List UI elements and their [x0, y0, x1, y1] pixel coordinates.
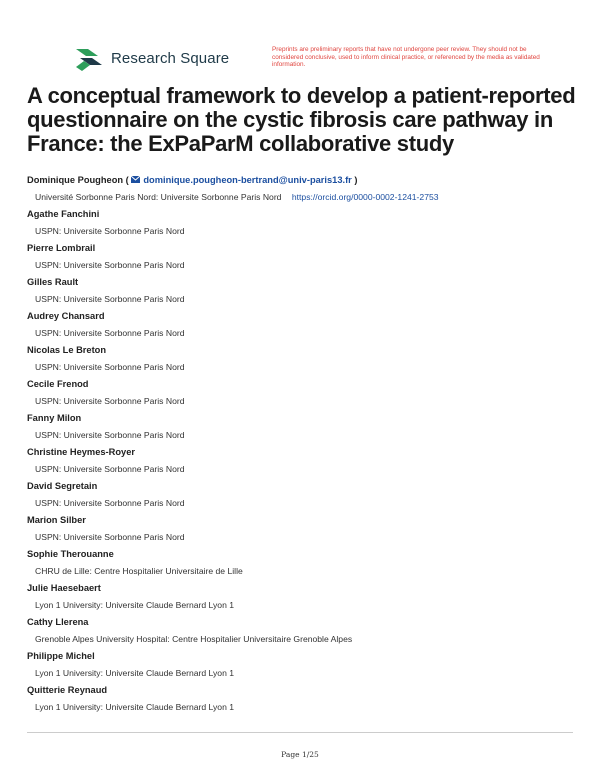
research-square-logo-icon — [74, 45, 104, 71]
logo-text: Research Square — [111, 49, 230, 67]
author-entry — [27, 410, 577, 444]
email-close-paren: ) — [351, 175, 358, 185]
author-entry — [27, 342, 577, 376]
paper-title: A conceptual framework to develop a patient-reported questionnaire on the cystic fibrosis care pathway in France: the ExPaParM collaborative study — [27, 83, 576, 156]
author-name: Agathe Fanchini — [27, 209, 100, 219]
author-entry — [27, 376, 577, 410]
envelope-icon — [131, 176, 140, 183]
author-affiliation: USPN: Universite Sorbonne Paris Nord — [35, 532, 185, 542]
author-entry — [27, 274, 577, 308]
author-name: Cecile Frenod — [27, 379, 89, 389]
research-square-logo — [74, 45, 229, 71]
page-number: Page 1/25 — [281, 750, 319, 759]
author-entry — [27, 580, 577, 614]
orcid-link[interactable]: https://orcid.org/0000-0002-1241-2753 — [291, 192, 439, 202]
author-name: Sophie Therouanne — [27, 549, 114, 559]
author-affiliation: Grenoble Alpes University Hospital: Centre Hospitalier Universitaire Grenoble Alpes — [35, 634, 353, 644]
author-entry — [27, 478, 577, 512]
author-entry — [27, 512, 577, 546]
footer-divider — [27, 732, 573, 733]
author-name: Quitterie Reynaud — [27, 685, 108, 695]
author-entry — [27, 240, 577, 274]
author-name: Pierre Lombrail — [27, 243, 96, 253]
author-email-link[interactable]: dominique.pougheon-bertrand@univ-paris13.fr — [143, 175, 352, 185]
author-affiliation: USPN: Universite Sorbonne Paris Nord — [35, 430, 185, 440]
author-affiliation: USPN: Universite Sorbonne Paris Nord — [35, 260, 185, 270]
author-entry — [27, 682, 577, 716]
author-affiliation: USPN: Universite Sorbonne Paris Nord — [35, 464, 185, 474]
author-name — [27, 172, 577, 189]
author-entry — [27, 648, 577, 682]
author-entry — [27, 206, 577, 240]
author-name: Audrey Chansard — [27, 311, 105, 321]
author-entry — [27, 444, 577, 478]
author-affiliation: USPN: Universite Sorbonne Paris Nord — [35, 498, 185, 508]
author-name: Fanny Milon — [27, 413, 82, 423]
author-affiliation: Lyon 1 University: Universite Claude Bernard Lyon 1 — [35, 668, 235, 678]
author-name: Philippe Michel — [27, 651, 95, 661]
author-name: Christine Heymes-Royer — [27, 447, 135, 457]
author-affiliation-text: Université Sorbonne Paris Nord: Universite Sorbonne Paris Nord — [35, 192, 282, 202]
author-name-text: Dominique Pougheon — [27, 175, 124, 185]
author-name: Gilles Rault — [27, 277, 79, 287]
author-entry — [27, 546, 577, 580]
author-name: Nicolas Le Breton — [27, 345, 107, 355]
preprint-notice: Preprints are preliminary reports that have not undergone peer review. They should not be considered conclusive, used to inform clinical practice, or referenced by the media as validated information. — [272, 46, 540, 69]
author-list — [27, 172, 577, 716]
author-name: Marion Silber — [27, 515, 86, 525]
author-name: David Segretain — [27, 481, 98, 491]
author-entry — [27, 614, 577, 648]
author-name: Cathy Llerena — [27, 617, 89, 627]
author-affiliation: CHRU de Lille: Centre Hospitalier Universitaire de Lille — [35, 566, 243, 576]
author-name: Julie Haesebaert — [27, 583, 101, 593]
author-affiliation: USPN: Universite Sorbonne Paris Nord — [35, 362, 185, 372]
author-affiliation: USPN: Universite Sorbonne Paris Nord — [35, 328, 185, 338]
author-affiliation — [27, 189, 577, 206]
author-entry — [27, 308, 577, 342]
author-affiliation: USPN: Universite Sorbonne Paris Nord — [35, 226, 185, 236]
author-affiliation: USPN: Universite Sorbonne Paris Nord — [35, 396, 185, 406]
author-affiliation: Lyon 1 University: Universite Claude Bernard Lyon 1 — [35, 600, 235, 610]
author-entry — [27, 172, 577, 206]
author-affiliation: Lyon 1 University: Universite Claude Bernard Lyon 1 — [35, 702, 235, 712]
email-open-paren: ( — [125, 175, 129, 185]
author-affiliation: USPN: Universite Sorbonne Paris Nord — [35, 294, 185, 304]
